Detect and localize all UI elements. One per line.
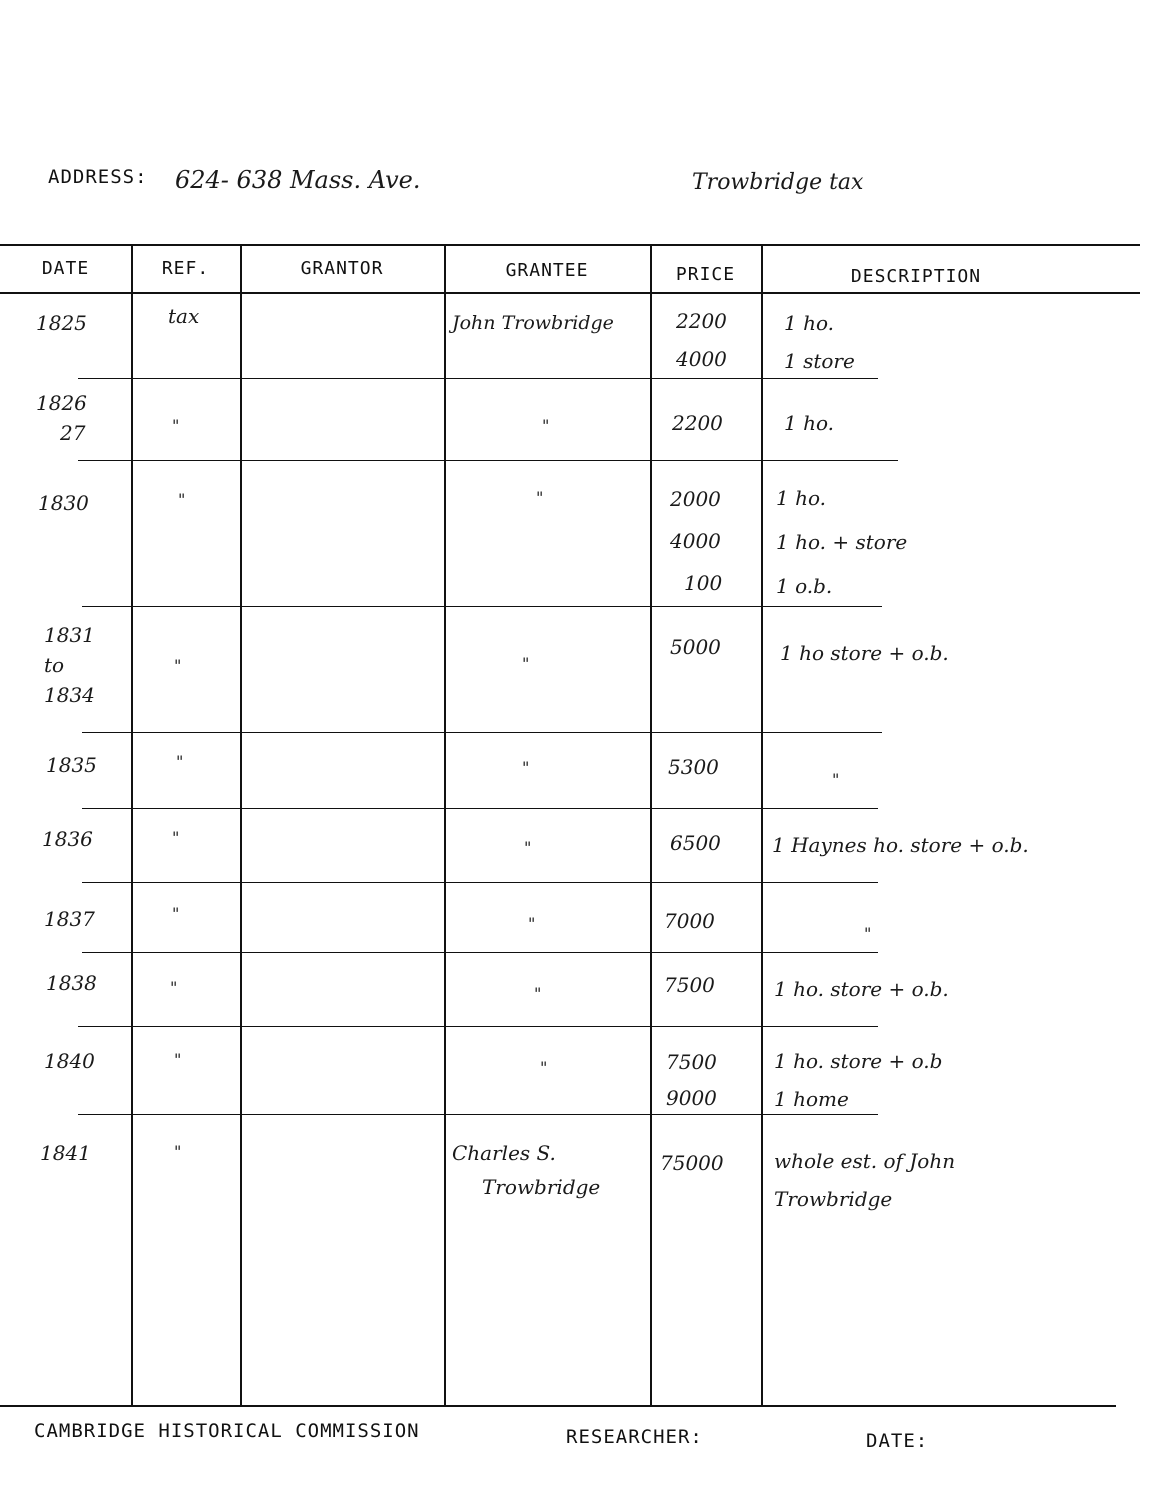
row-price: 6500 — [670, 831, 721, 855]
row-grantee: Charles S. Trowbridge — [452, 1141, 601, 1199]
row-description: 1 ho. 1 store — [784, 311, 855, 373]
col-header-date: DATE — [41, 258, 90, 279]
row-ref: " — [174, 1142, 182, 1161]
col-header-grantee: GRANTEE — [505, 260, 589, 281]
row-description: 1 ho. 1 ho. + store 1 o.b. — [776, 486, 908, 598]
col-divider-3 — [444, 244, 446, 1406]
row-description: " — [832, 770, 840, 789]
row-grantee: John Trowbridge — [452, 312, 614, 334]
col-divider-2 — [240, 244, 242, 1406]
row-ref: " — [170, 978, 178, 997]
row-separator — [78, 378, 878, 379]
row-date: 1836 — [42, 827, 93, 851]
row-grantee: " — [522, 758, 530, 777]
row-ref: " — [174, 1050, 182, 1069]
row-date: 1835 — [46, 753, 97, 777]
row-ref: " — [172, 904, 180, 923]
row-separator — [78, 460, 898, 461]
row-description: 1 ho store + o.b. — [780, 641, 949, 665]
commission-name: CAMBRIDGE HISTORICAL COMMISSION — [34, 1420, 420, 1442]
row-description: " — [864, 924, 872, 943]
row-date: 1825 — [36, 311, 87, 335]
table-top-rule — [0, 244, 1140, 246]
row-grantee: " — [536, 488, 544, 507]
row-price: 5000 — [670, 635, 721, 659]
address-value: 624- 638 Mass. Ave. — [175, 166, 421, 194]
row-grantee: " — [524, 838, 532, 857]
row-ref: tax — [168, 304, 200, 328]
col-header-price: PRICE — [675, 264, 736, 285]
row-ref: " — [172, 828, 180, 847]
row-date: 1840 — [44, 1049, 95, 1073]
table-bottom-rule — [0, 1405, 1116, 1407]
row-ref: " — [172, 416, 180, 435]
row-description: 1 ho. — [784, 411, 835, 435]
row-grantee: " — [534, 984, 542, 1003]
row-price: 7500 — [664, 973, 715, 997]
row-date: 1830 — [38, 491, 89, 515]
researcher-label: RESEARCHER: — [566, 1426, 703, 1448]
row-price: 75000 — [660, 1151, 724, 1175]
row-grantee: " — [540, 1058, 548, 1077]
row-price: 2000 4000 100 — [670, 487, 723, 595]
row-date: 1838 — [46, 971, 97, 995]
row-price: 7500 9000 — [666, 1050, 717, 1110]
col-divider-4 — [650, 244, 652, 1406]
row-ref: " — [176, 752, 184, 771]
row-date: 1837 — [44, 907, 95, 931]
row-separator — [82, 882, 878, 883]
row-separator — [78, 1026, 878, 1027]
row-separator — [82, 808, 878, 809]
date-label: DATE: — [866, 1430, 929, 1452]
row-price: 2200 4000 — [676, 309, 727, 371]
row-grantee: " — [542, 416, 550, 435]
row-ref: " — [178, 490, 186, 509]
row-description: 1 Haynes ho. store + o.b. — [772, 833, 1029, 857]
row-description: whole est. of John Trowbridge — [774, 1149, 956, 1211]
row-date: 1841 — [40, 1141, 91, 1165]
address-label: ADDRESS: — [48, 166, 148, 188]
header-bottom-rule — [0, 292, 1140, 294]
col-divider-1 — [131, 244, 133, 1406]
col-header-description: DESCRIPTION — [850, 266, 982, 287]
row-price: 7000 — [664, 909, 715, 933]
row-ref: " — [174, 656, 182, 675]
col-header-grantor: GRANTOR — [300, 258, 384, 279]
row-price: 2200 — [672, 411, 723, 435]
row-date: 1831 to 1834 — [44, 623, 95, 707]
row-price: 5300 — [668, 755, 719, 779]
row-grantee: " — [528, 914, 536, 933]
row-description: 1 ho. store + o.b. — [774, 977, 949, 1001]
col-divider-5 — [761, 244, 763, 1406]
row-description: 1 ho. store + o.b 1 home — [774, 1049, 943, 1111]
row-date: 1826 27 — [36, 391, 87, 445]
col-header-ref: REF. — [161, 258, 210, 279]
row-separator — [82, 606, 882, 607]
row-separator — [82, 732, 882, 733]
row-separator — [82, 952, 878, 953]
row-separator — [78, 1114, 878, 1115]
row-grantee: " — [522, 654, 530, 673]
header-note: Trowbridge tax — [692, 170, 864, 195]
